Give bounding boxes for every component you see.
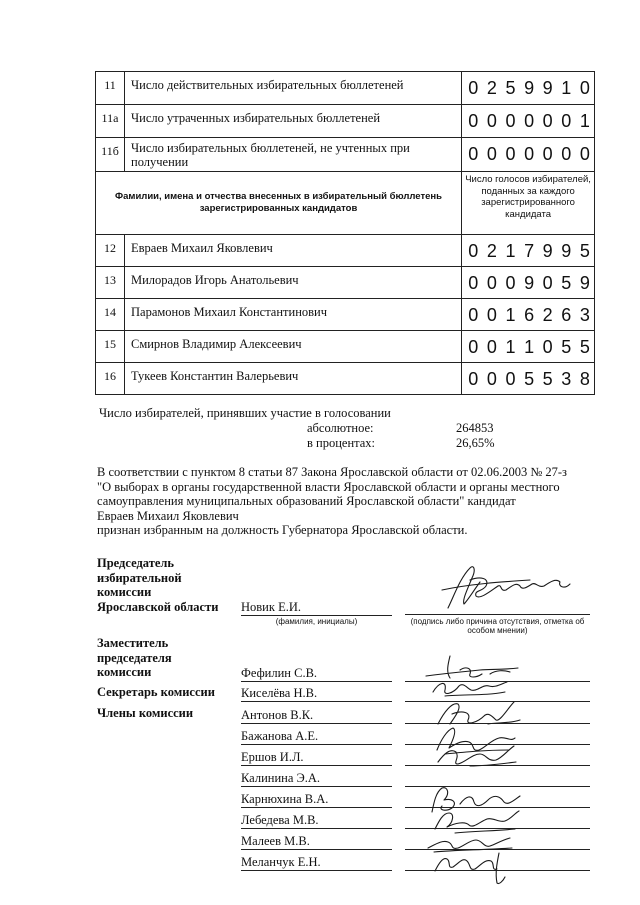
digit: 0 xyxy=(468,273,479,293)
digit: 0 xyxy=(542,111,553,131)
member-name: Карнюхина В.А. xyxy=(241,792,392,808)
digit: 0 xyxy=(486,369,497,389)
row-number: 15 xyxy=(96,331,125,363)
secretary-name: Киселёва Н.В. xyxy=(241,686,392,702)
row-number: 16 xyxy=(96,363,125,395)
digit-boxes xyxy=(462,363,595,395)
signature-caption xyxy=(405,617,590,635)
digit-boxes xyxy=(462,299,595,331)
digit: 3 xyxy=(561,369,572,389)
chairman-name: Новик Е.И. xyxy=(241,600,392,616)
digit: 1 xyxy=(524,337,535,357)
digit: 0 xyxy=(542,144,553,164)
role-line: комиссии xyxy=(97,665,152,679)
candidate-name: Тукеев Константин Валерьевич xyxy=(125,363,462,395)
decision-line: самоуправления муниципальных образований Ярославской области" кандидат xyxy=(97,494,516,508)
digit: 0 xyxy=(468,144,479,164)
digit: 0 xyxy=(468,78,479,98)
chairman-role xyxy=(97,556,218,614)
digit: 2 xyxy=(486,78,497,98)
digit: 7 xyxy=(524,241,535,261)
member-signature-icon xyxy=(425,843,515,888)
digit: 0 xyxy=(579,78,590,98)
deputy-role xyxy=(97,636,172,680)
row-number: 11а xyxy=(96,105,125,138)
row-number: 11б xyxy=(96,138,125,172)
role-line: избирательной xyxy=(97,570,182,585)
member-name: Бажанова А.Е. xyxy=(241,729,392,745)
role-line: комиссии xyxy=(97,585,152,599)
digit-boxes xyxy=(462,105,595,138)
role-line: Председатель xyxy=(97,556,175,570)
digit: 1 xyxy=(505,337,516,357)
decision-line: признан избранным на должность Губернатора Ярославской области. xyxy=(97,523,468,537)
digit: 5 xyxy=(579,241,590,261)
table-row xyxy=(96,105,595,138)
digit: 0 xyxy=(486,144,497,164)
digit: 0 xyxy=(486,305,497,325)
digit: 6 xyxy=(524,305,535,325)
digit-boxes xyxy=(462,267,595,299)
role-line: Ярославской области xyxy=(97,599,219,614)
turnout-percent-label: в процентах: xyxy=(307,436,376,450)
header-votes: Число голосов избирателей, поданных за каждого зарегистрированного кандидата xyxy=(462,172,595,235)
digit: 5 xyxy=(524,369,535,389)
digit-boxes xyxy=(462,331,595,363)
digit: 0 xyxy=(468,241,479,261)
digit-boxes xyxy=(462,72,595,105)
turnout-absolute-label: абсолютное: xyxy=(307,421,374,435)
turnout-percent-value: 26,65% xyxy=(456,436,495,450)
digit: 1 xyxy=(505,305,516,325)
digit: 0 xyxy=(486,273,497,293)
table-row xyxy=(96,72,595,105)
digit: 0 xyxy=(579,144,590,164)
member-signature-icon xyxy=(430,740,520,770)
role-line: Заместитель xyxy=(97,636,169,650)
digit: 6 xyxy=(561,305,572,325)
decision-line: "О выборах в органы государственной власти Ярославской области и органы местного xyxy=(97,479,560,494)
digit: 0 xyxy=(524,144,535,164)
digit: 0 xyxy=(468,305,479,325)
results-table xyxy=(95,71,595,395)
digit: 0 xyxy=(486,111,497,131)
row-label-line: получении xyxy=(131,155,189,169)
row-number: 11 xyxy=(96,72,125,105)
digit: 5 xyxy=(579,337,590,357)
digit: 9 xyxy=(542,78,553,98)
table-row xyxy=(96,299,595,331)
member-name: Антонов В.К. xyxy=(241,708,392,724)
member-name: Меланчук Е.Н. xyxy=(241,855,392,871)
digit: 9 xyxy=(561,241,572,261)
digit: 0 xyxy=(468,369,479,389)
table-header-row xyxy=(96,172,595,235)
signature-caption-line: особом мнении) xyxy=(467,626,528,635)
table-row xyxy=(96,363,595,395)
digit: 9 xyxy=(524,273,535,293)
digit: 0 xyxy=(561,144,572,164)
member-name: Ершов И.Л. xyxy=(241,750,392,766)
chairman-signature-icon xyxy=(440,560,580,615)
digit-boxes xyxy=(462,235,595,267)
table-row xyxy=(96,138,595,172)
member-name: Калинина Э.А. xyxy=(241,771,392,787)
digit: 9 xyxy=(524,78,535,98)
signature-caption-line: (подпись либо причина отсутствия, отметка об xyxy=(410,617,585,626)
digit: 2 xyxy=(486,241,497,261)
digit: 1 xyxy=(579,111,590,131)
digit: 0 xyxy=(468,337,479,357)
turnout-absolute-value: 264853 xyxy=(456,421,494,435)
row-number: 14 xyxy=(96,299,125,331)
table-row xyxy=(96,235,595,267)
candidate-name: Евраев Михаил Яковлевич xyxy=(125,235,462,267)
digit-boxes xyxy=(462,138,595,172)
digit: 0 xyxy=(542,273,553,293)
digit: 0 xyxy=(468,111,479,131)
digit: 5 xyxy=(542,369,553,389)
digit: 0 xyxy=(561,111,572,131)
row-number: 12 xyxy=(96,235,125,267)
table-row xyxy=(96,331,595,363)
candidate-name: Милорадов Игорь Анатольевич xyxy=(125,267,462,299)
digit: 5 xyxy=(561,337,572,357)
decision-line: Евраев Михаил Яковлевич xyxy=(97,508,239,523)
table-row xyxy=(96,267,595,299)
row-label: Число действительных избирательных бюллетеней xyxy=(125,72,462,105)
digit: 0 xyxy=(542,337,553,357)
role-line: председателя xyxy=(97,650,172,665)
digit: 0 xyxy=(486,337,497,357)
decision-text xyxy=(97,465,607,538)
deputy-name: Фефилин С.В. xyxy=(241,666,392,682)
row-number: 13 xyxy=(96,267,125,299)
digit: 0 xyxy=(505,144,516,164)
row-label-line: Число избирательных бюллетеней, не учтенных при xyxy=(131,141,410,155)
digit: 9 xyxy=(579,273,590,293)
digit: 1 xyxy=(505,241,516,261)
digit: 0 xyxy=(524,111,535,131)
digit: 8 xyxy=(579,369,590,389)
member-name: Лебедева М.В. xyxy=(241,813,392,829)
row-label: Число утраченных избирательных бюллетеней xyxy=(125,105,462,138)
digit: 3 xyxy=(579,305,590,325)
row-label xyxy=(125,138,462,172)
member-name: Малеев М.В. xyxy=(241,834,392,850)
digit: 2 xyxy=(542,305,553,325)
candidate-name: Смирнов Владимир Алексеевич xyxy=(125,331,462,363)
digit: 5 xyxy=(505,78,516,98)
digit: 0 xyxy=(505,369,516,389)
digit: 0 xyxy=(505,273,516,293)
decision-line: В соответствии с пунктом 8 статьи 87 Закона Ярославской области от 02.06.2003 № 27-з xyxy=(97,465,567,479)
members-role: Члены комиссии xyxy=(97,706,194,720)
secretary-role: Секретарь комиссии xyxy=(97,685,215,699)
digit: 9 xyxy=(542,241,553,261)
turnout-label: Число избирателей, принявших участие в голосовании xyxy=(99,406,391,420)
digit: 5 xyxy=(561,273,572,293)
digit: 1 xyxy=(561,78,572,98)
digit: 0 xyxy=(505,111,516,131)
name-caption: (фамилия, инициалы) xyxy=(275,617,358,626)
header-candidates: Фамилии, имена и отчества внесенных в избирательный бюллетень зарегистрированных кандидатов xyxy=(96,172,462,235)
candidate-name: Парамонов Михаил Константинович xyxy=(125,299,462,331)
